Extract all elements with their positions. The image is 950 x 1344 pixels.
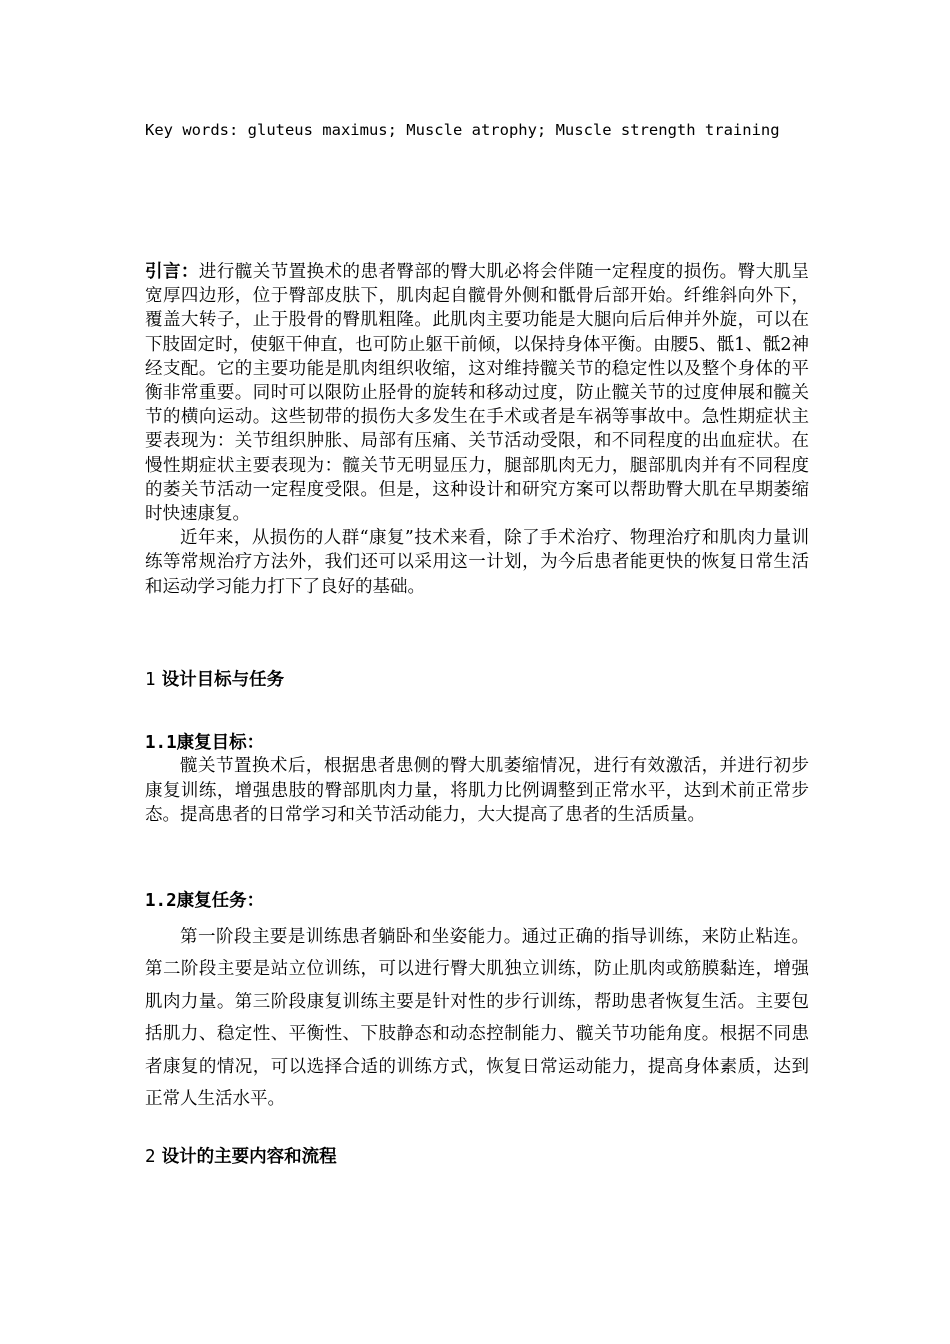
intro-paragraph-1 [145,260,809,526]
section-1-2-number: 1.2 [145,891,177,911]
section-1-number: 1 [145,670,156,690]
introduction-section [145,260,809,599]
section-1-2-title: 康复任务： [176,891,265,911]
section-1-1-title: 康复目标： [176,733,265,753]
section-1-heading [145,668,284,692]
intro-paragraph-2: 近年来，从损伤的人群“康复”技术来看，除了手术治疗、物理治疗和肌肉力量训练等常规治疗方法外，我们还可以采用这一计划，为今后患者能更快的恢复日常生活和运动学习能力打下了良好的基础。 [145,528,809,597]
section-1-title: 设计目标与任务 [161,670,285,690]
section-1-1-paragraph: 髋关节置换术后，根据患者患侧的臀大肌萎缩情况，进行有效激活，并进行初步康复训练，增强患肢的臀部肌肉力量，将肌力比例调整到正常水平，达到术前正常步态。提高患者的日常学习和关节活动能力，大大提高了患者的生活质量。 [145,756,809,825]
section-1-2-heading [145,889,264,913]
section-2-heading [145,1145,337,1169]
keywords-line: Key words: gluteus maximus; Muscle atrophy; Muscle strength training [145,121,780,139]
section-2-number: 2 [145,1147,156,1167]
section-1-1-number: 1.1 [145,733,177,753]
section-1-2-paragraph: 第一阶段主要是训练患者躺卧和坐姿能力。通过正确的指导训练，来防止粘连。第二阶段主要是站立位训练，可以进行臀大肌独立训练，防止肌肉或筋膜黏连，增强肌肉力量。第三阶段康复训练主要是针对性的步行训练，帮助患者恢复生活。主要包括肌力、稳定性、平衡性、下肢静态和动态控制能力、髋关节功能角度。根据不同患者康复的情况，可以选择合适的训练方式，恢复日常运动能力，提高身体素质，达到正常人生活水平。 [145,927,809,1110]
intro-label: 引言： [145,262,199,282]
section-2-title: 设计的主要内容和流程 [161,1147,337,1167]
section-1-1-heading [145,731,264,755]
intro-text: 进行髋关节置换术的患者臀部的臀大肌必将会伴随一定程度的损伤。臀大肌呈宽厚四边形，位于臀部皮肤下，肌肉起自髋骨外侧和骶骨后部开始。纤维斜向外下，覆盖大转子，止于股骨的臀肌粗隆。此肌肉主要功能是大腿向后后伸并外旋，可以在下肢固定时，使躯干伸直，也可防止躯干前倾，以保持身体平衡。由腰5、骶1、骶2神经支配。它的主要功能是肌肉组织收缩，这对维持髋关节的稳定性以及整个身体的平衡非常重要。同时可以限防止胫骨的旋转和移动过度，防止髋关节的过度伸展和髋关节的横向运动。这些韧带的损伤大多发生在手术或者是车祸等事故中。急性期症状主要表现为：关节组织肿胀、局部有压痛、关节活动受限，和不同程度的出血症状。在慢性期症状主要表现为：髋关节无明显压力，腿部肌肉无力，腿部肌肉并有不同程度的萎关节活动一定程度受限。但是，这种设计和研究方案可以帮助臀大肌在早期萎缩时快速康复。 [145,262,809,525]
